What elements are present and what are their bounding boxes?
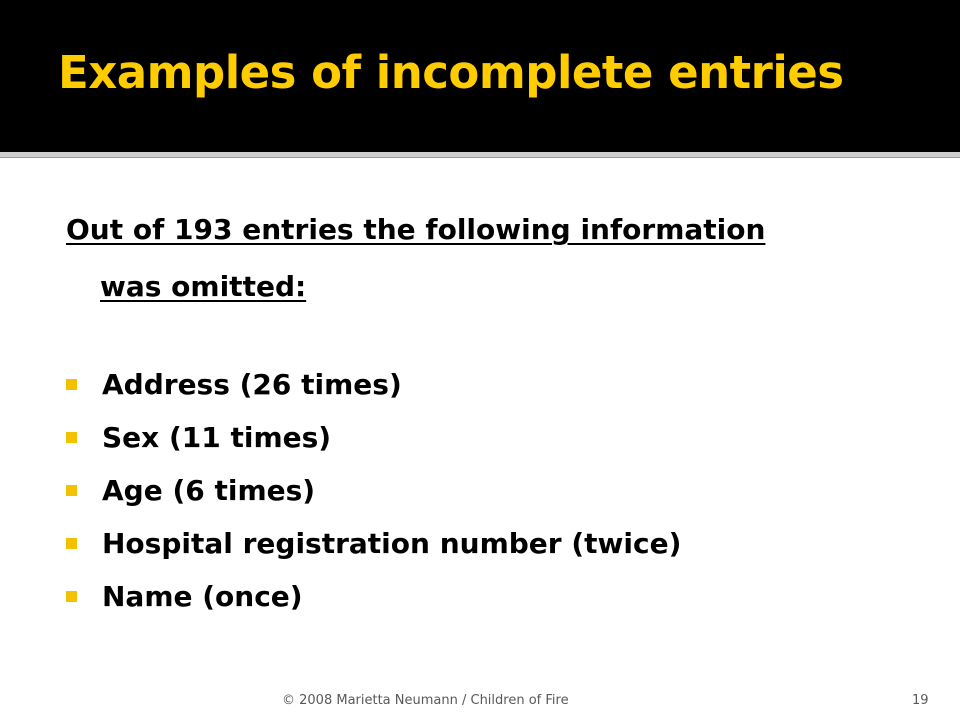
bullet-text: Address (26 times) [102, 368, 402, 401]
intro-line-1: Out of 193 entries the following information [66, 213, 766, 246]
bullet-text: Name (once) [102, 580, 303, 613]
square-bullet-icon [66, 432, 77, 443]
title-divider [0, 152, 960, 158]
bullet-item-name [66, 570, 681, 623]
square-bullet-icon [66, 538, 77, 549]
bullet-item-age [66, 464, 681, 517]
square-bullet-icon [66, 591, 77, 602]
bullet-list [66, 358, 681, 623]
page-number: 19 [912, 693, 929, 708]
footer-copyright: © 2008 Marietta Neumann / Children of Fire [282, 693, 569, 708]
slide-title: Examples of incomplete entries [58, 46, 844, 99]
bullet-item-sex [66, 411, 681, 464]
bullet-text: Sex (11 times) [102, 421, 332, 454]
bullet-text: Age (6 times) [102, 474, 316, 507]
bullet-text: Hospital registration number (twice) [102, 527, 682, 560]
title-bar [0, 0, 960, 152]
bullet-item-hospital-registration [66, 517, 681, 570]
intro-text [66, 201, 886, 315]
intro-line-2: was omitted: [100, 270, 307, 303]
bullet-item-address [66, 358, 681, 411]
square-bullet-icon [66, 485, 77, 496]
square-bullet-icon [66, 379, 77, 390]
